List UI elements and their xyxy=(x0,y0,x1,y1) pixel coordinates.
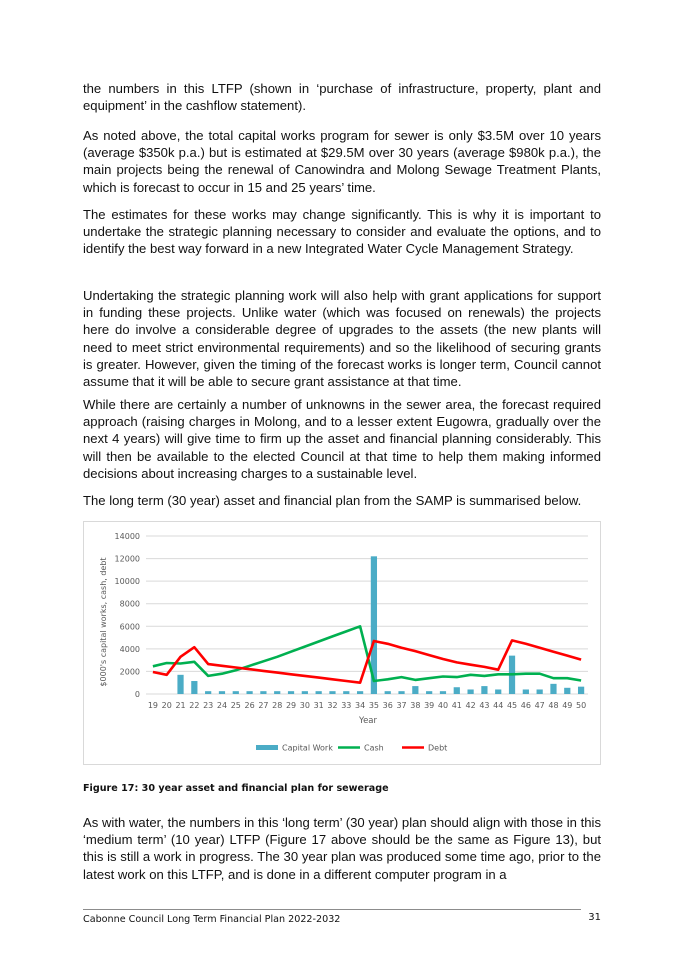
y-tick-label: 0 xyxy=(134,690,140,699)
x-tick-label: 26 xyxy=(244,701,255,710)
capital-work-bar xyxy=(177,675,183,694)
capital-work-bar xyxy=(233,691,239,694)
x-tick-label: 42 xyxy=(465,701,476,710)
capital-work-bar xyxy=(454,687,460,694)
x-tick-label: 40 xyxy=(437,701,449,710)
y-axis-label: $000's capital works, cash, debt xyxy=(99,557,108,687)
capital-work-bar xyxy=(412,686,418,694)
capital-work-bar xyxy=(219,691,225,694)
capital-work-bar xyxy=(274,691,280,694)
chart-svg xyxy=(84,522,600,764)
capital-work-bar xyxy=(316,691,322,694)
capital-work-bar xyxy=(495,689,501,694)
capital-work-bar xyxy=(260,691,266,694)
x-tick-label: 29 xyxy=(285,701,297,710)
x-tick-label: 33 xyxy=(341,701,352,710)
y-tick-label: 2000 xyxy=(119,667,140,677)
x-tick-label: 39 xyxy=(424,701,435,710)
capital-work-bar xyxy=(426,691,432,694)
legend-label: Cash xyxy=(364,743,384,753)
paragraph-4: Undertaking the strategic planning work will also help with grant applications for support in funding these projects. Unlike water (which was focused on renewals) the projects here do involve a considerable degree of upgrades to the assets (the new plants will need to meet strict environmental requirements) and so the likelihood of securing grants is greater. However, given the timing of the forecast works is longer term, Council cannot assume that it will be able to secure grant assistance at that time. xyxy=(83,288,601,390)
x-tick-label: 48 xyxy=(548,701,559,710)
capital-work-bar xyxy=(467,689,473,694)
x-tick-label: 37 xyxy=(396,701,407,710)
paragraph-7: As with water, the numbers in this ‘long term’ (30 year) plan should align with those in this ‘medium term’ (10 year) LTFP (Figure 17 above should be the same as Figure 13), but this is still a work in progress. The 30 year plan was produced some time ago, prior to the latest work on this LTFP, and is done in a different computer program in a xyxy=(83,815,601,882)
x-tick-label: 45 xyxy=(506,701,518,710)
capital-work-bar xyxy=(288,691,294,694)
capital-work-bar xyxy=(523,689,529,694)
capital-work-bar xyxy=(481,686,487,694)
paragraph-2: As noted above, the total capital works program for sewer is only $3.5M over 10 years (average $350k p.a.) but is estimated at $29.5M over 30 years (average $980k p.a.), the main projects being the renewal of Canowindra and Molong Sewage Treatment Plants, which is forecast to occur in 15 and 25 years’ time. xyxy=(83,128,601,195)
x-tick-label: 44 xyxy=(493,701,504,710)
chart-gridlines xyxy=(146,536,588,694)
x-tick-label: 36 xyxy=(382,701,393,710)
capital-work-bar xyxy=(205,691,211,694)
capital-work-bar xyxy=(329,691,335,694)
capital-work-bar xyxy=(398,691,404,694)
paragraph-6: The long term (30 year) asset and financial plan from the SAMP is summarised below. xyxy=(83,493,582,508)
x-tick-label: 46 xyxy=(520,701,531,710)
paragraph-5: While there are certainly a number of unknowns in the sewer area, the forecast required approach (raising charges in Molong, and to a lesser extent Eugowra, gradually over the next 4 years) will give time to firm up the asset and financial planning considerably. This will then be available to the elected Council at that time to help them making informed decisions about increasing charges to a sustainable level. xyxy=(83,397,601,481)
x-tick-label: 38 xyxy=(410,701,421,710)
y-tick-label: 4000 xyxy=(119,644,140,654)
capital-work-bar xyxy=(357,691,363,694)
paragraph-3: The estimates for these works may change significantly. This is why it is important to undertake the strategic planning necessary to consider and evaluate the options, and to identify the best way forward in a new Integrated Water Cycle Management Strategy. xyxy=(83,207,601,257)
footer-divider xyxy=(83,909,581,910)
y-axis-ticks xyxy=(115,532,140,699)
x-tick-label: 49 xyxy=(562,701,573,710)
capital-work-bar xyxy=(564,688,570,694)
x-tick-label: 19 xyxy=(147,701,158,710)
capital-work-bar xyxy=(385,691,391,694)
chart-legend xyxy=(256,744,447,753)
x-tick-label: 28 xyxy=(272,701,283,710)
x-tick-label: 30 xyxy=(299,701,310,710)
x-tick-label: 22 xyxy=(189,701,200,710)
x-tick-label: 50 xyxy=(576,701,587,710)
x-tick-label: 43 xyxy=(479,701,490,710)
capital-work-bar xyxy=(578,687,584,694)
y-tick-label: 8000 xyxy=(119,599,140,609)
y-tick-label: 10000 xyxy=(114,577,140,587)
y-tick-label: 6000 xyxy=(119,622,140,632)
capital-work-bar xyxy=(440,691,446,694)
x-tick-label: 41 xyxy=(451,701,462,710)
legend-label: Capital Work xyxy=(282,743,333,753)
y-tick-label: 14000 xyxy=(114,532,140,541)
chart-lines xyxy=(153,626,581,682)
x-tick-label: 27 xyxy=(258,701,269,710)
x-tick-label: 20 xyxy=(161,701,172,710)
legend-label: Debt xyxy=(428,743,448,753)
y-tick-label: 12000 xyxy=(114,554,140,564)
legend-swatch xyxy=(256,745,278,750)
capital-work-bar xyxy=(302,691,308,694)
x-tick-label: 21 xyxy=(175,701,186,710)
capital-work-bar xyxy=(246,691,252,694)
x-tick-label: 35 xyxy=(368,701,379,710)
x-tick-label: 47 xyxy=(534,701,545,710)
capital-work-bar xyxy=(537,689,543,694)
cash-line xyxy=(153,626,581,681)
x-tick-label: 34 xyxy=(355,701,366,710)
page-number: 31 xyxy=(588,912,601,923)
x-axis-label: Year xyxy=(359,716,377,726)
footer-title: Cabonne Council Long Term Financial Plan 2022-2032 xyxy=(83,914,341,925)
x-tick-label: 23 xyxy=(203,701,214,710)
paragraph-1: the numbers in this LTFP (shown in ‘purchase of infrastructure, property, plant and equipment’ in the cashflow statement). xyxy=(83,81,601,114)
x-axis-ticks xyxy=(148,701,586,710)
capital-work-bar xyxy=(191,681,197,694)
x-tick-label: 32 xyxy=(327,701,338,710)
capital-work-bar xyxy=(550,684,556,694)
x-tick-label: 31 xyxy=(313,701,324,710)
capital-work-bar xyxy=(343,691,349,694)
figure-caption: Figure 17: 30 year asset and financial plan for sewerage xyxy=(83,783,389,794)
chart-container xyxy=(83,521,601,765)
x-tick-label: 24 xyxy=(216,701,228,710)
x-tick-label: 25 xyxy=(230,701,241,710)
debt-line xyxy=(153,640,581,682)
